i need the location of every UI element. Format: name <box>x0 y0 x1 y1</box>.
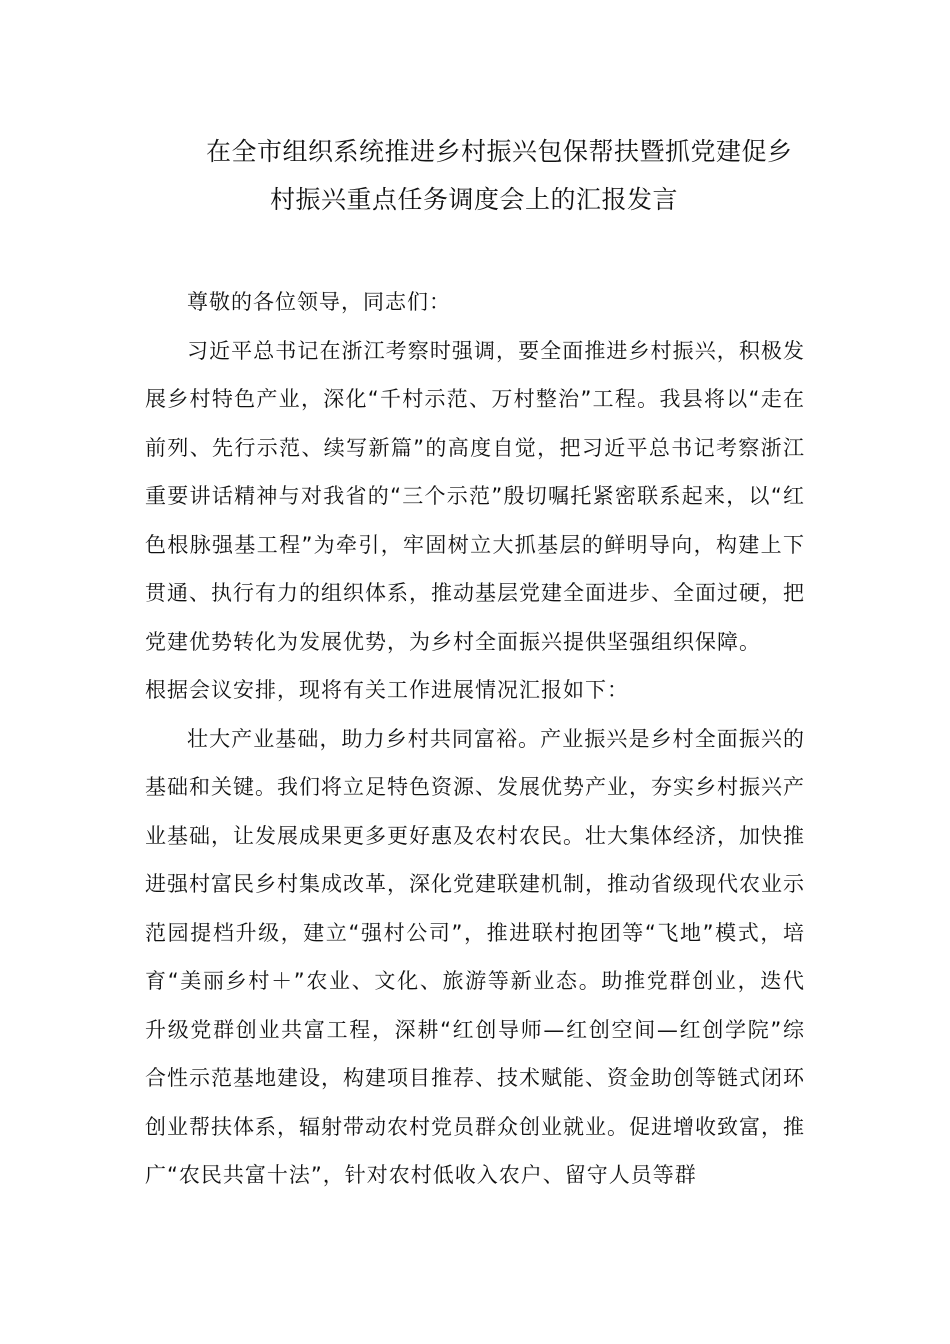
title-line-2: 村振兴重点任务调度会上的汇报发言 <box>270 185 679 214</box>
paragraph-1-tail: 根据会议安排，现将有关工作进展情况汇报如下： <box>145 678 629 702</box>
document-title <box>140 128 810 224</box>
document-body <box>145 278 805 1200</box>
salutation: 尊敬的各位领导，同志们： <box>187 290 451 314</box>
title-line-1: 在全市组织系统推进乡村振兴包保帮扶暨抓党建促乡 <box>206 137 793 166</box>
paragraph-1: 习近平总书记在浙江考察时强调，要全面推进乡村振兴，积极发展乡村特色产业，深化“千村示范、万村整治”工程。我县将以“走在前列、先行示范、续写新篇”的高度自觉，把习近平总书记考察浙江重要讲话精神与对我省的“三个示范”殷切嘱托紧密联系起来，以“红色根脉强基工程”为牵引，牢固树立大抓基层的鲜明导向，构建上下贯通、执行有力的组织体系，推动基层党建全面进步、全面过硬，把党建优势转化为发展优势，为乡村全面振兴提供坚强组织保障。 <box>145 338 805 654</box>
paragraph-2: 壮大产业基础，助力乡村共同富裕。产业振兴是乡村全面振兴的基础和关键。我们将立足特色资源、发展优势产业，夯实乡村振兴产业基础，让发展成果更多更好惠及农村农民。壮大集体经济，加快推进强村富民乡村集成改革，深化党建联建机制，推动省级现代农业示范园提档升级，建立“强村公司”，推进联村抱团等“飞地”模式，培育“美丽乡村＋”农业、文化、旅游等新业态。助推党群创业，迭代升级党群创业共富工程，深耕“红创导师—红创空间—红创学院”综合性示范基地建设，构建项目推荐、技术赋能、资金助创等链式闭环创业帮扶体系，辐射带动农村党员群众创业就业。促进增收致富，推广“农民共富十法”，针对农村低收入农户、留守人员等群 <box>145 726 805 1187</box>
